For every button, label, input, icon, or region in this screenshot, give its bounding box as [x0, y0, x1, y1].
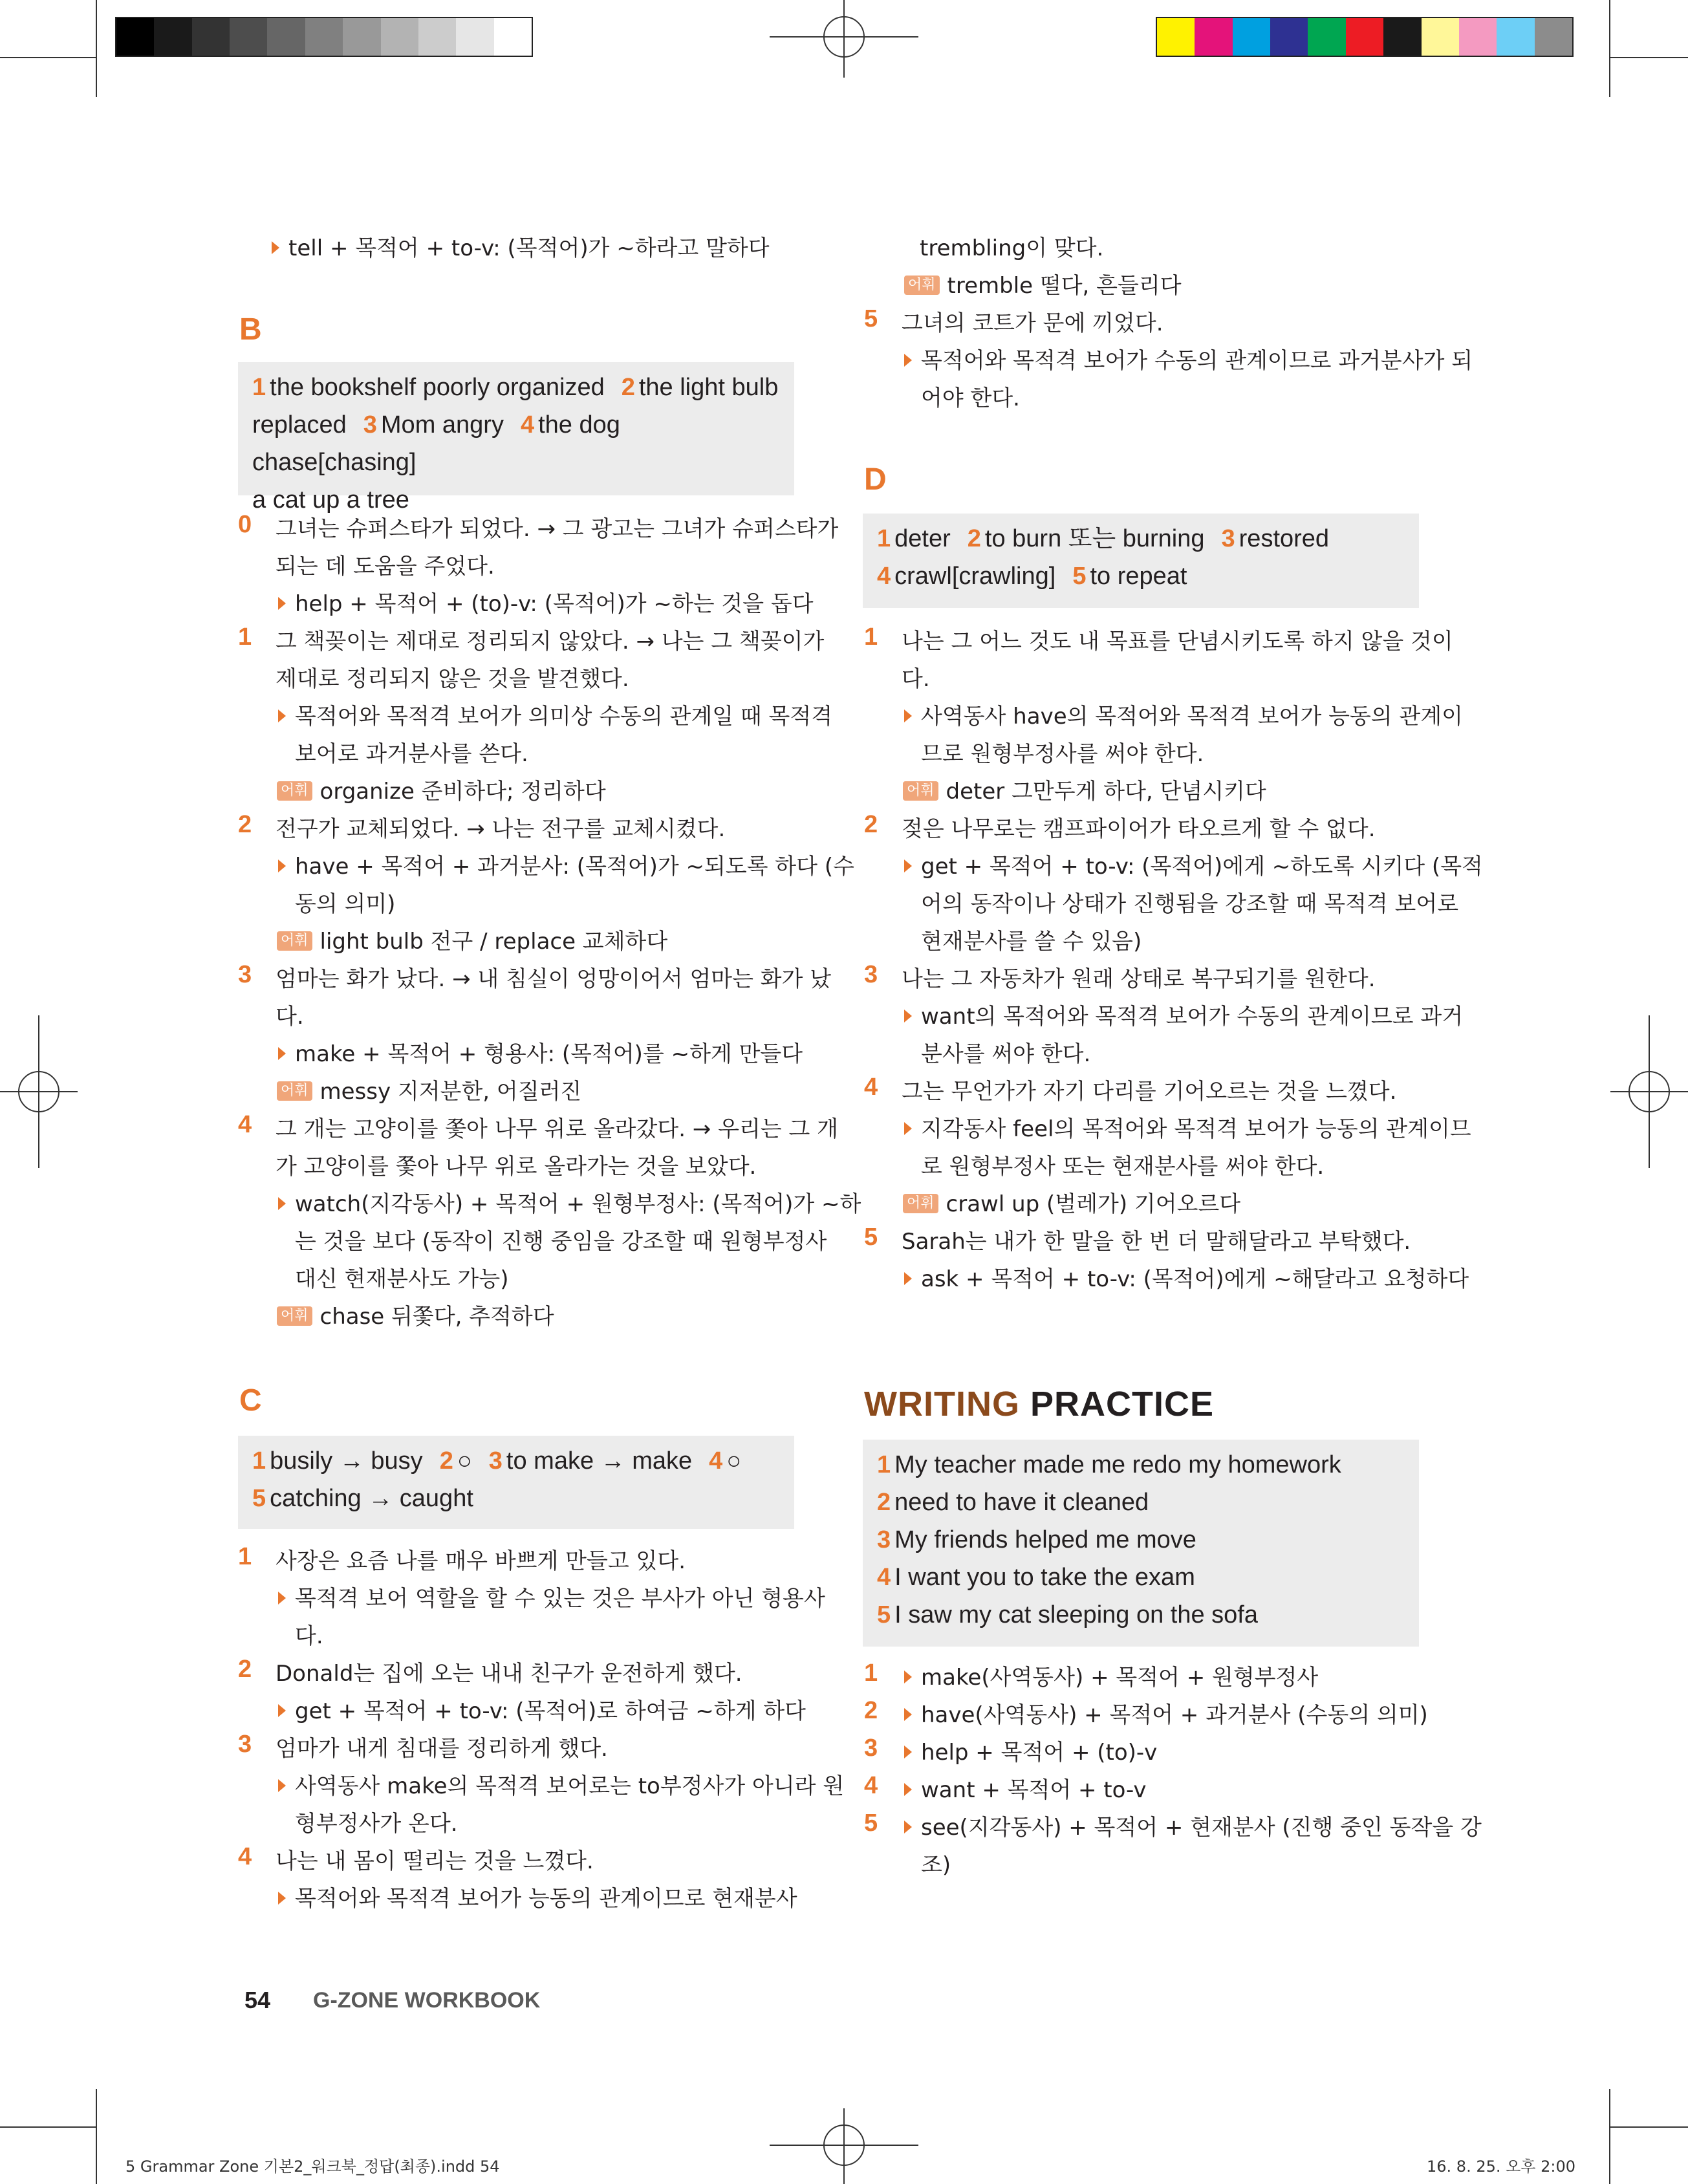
item-note-cont: 다. [295, 1623, 323, 1649]
item-note-cont: 보어로 과거분사를 쓴다. [295, 741, 528, 767]
item-text: 다. [276, 1004, 304, 1030]
note-text: 사역동사 have의 목적어와 목적격 보어가 능동의 관계이 [921, 704, 1463, 730]
answer-number: 5 [1072, 563, 1087, 590]
item-note [904, 1261, 1469, 1293]
item-number: 3 [238, 1731, 252, 1758]
answer-line [877, 1559, 1405, 1596]
item-note [904, 1660, 1318, 1691]
vocab-badge: 어휘 [903, 1194, 938, 1213]
right-item-5-note: 목적어와 목적격 보어가 수동의 관계이므로 과거분사가 되 [904, 343, 1473, 374]
note-arrow-icon [904, 1122, 912, 1135]
color-swatch [305, 18, 343, 56]
answer-text: crawl[crawling] [894, 563, 1056, 590]
note-arrow-icon [278, 860, 286, 872]
item-note [904, 1772, 1147, 1804]
answer-text: deter [894, 525, 951, 552]
note-text: have + 목적어 + 과거분사: (목적어)가 ~되도록 하다 (수 [295, 854, 854, 880]
crop-mark [96, 2089, 97, 2184]
file-slug: 5 Grammar Zone 기본2_워크북_정답(최종).indd 54 [125, 2157, 500, 2176]
answer-number: 4 [520, 411, 535, 438]
vocab-badge: 어휘 [277, 781, 312, 801]
item-text: 그는 무언가가 자기 다리를 기어오르는 것을 느꼈다. [902, 1079, 1397, 1105]
crop-mark [0, 57, 97, 58]
note-text: ask + 목적어 + to-v: (목적어)에게 ~해달라고 요청하다 [921, 1266, 1469, 1292]
item-number: 5 [864, 1224, 878, 1251]
item-note [904, 1810, 1482, 1841]
vocab-badge: 어휘 [277, 931, 312, 951]
note-arrow-icon [278, 1779, 286, 1792]
answer-text: the bookshelf poorly organized [270, 374, 605, 401]
answer-text: to repeat [1090, 563, 1187, 590]
note-arrow-icon [278, 1047, 286, 1060]
note-arrow-icon [904, 1010, 912, 1022]
writing-practice-answer-box [863, 1440, 1419, 1647]
item-note-cont: 형부정사가 온다. [295, 1811, 458, 1837]
answer-number: 5 [877, 1601, 891, 1628]
item-number: 4 [864, 1074, 878, 1101]
answer-number: 2 [967, 525, 981, 552]
item-text: 되는 데 도움을 주었다. [276, 554, 495, 579]
answer-text: catching → caught [270, 1485, 473, 1512]
color-swatch [1422, 18, 1459, 56]
answer-number: 2 [621, 374, 635, 401]
answer-number: 2 [439, 1447, 453, 1475]
item-note-cont: 현재분사를 쓸 수 있음) [921, 929, 1142, 955]
crop-mark [1609, 2126, 1688, 2128]
answer-text: restored [1239, 525, 1330, 552]
section-d-answer-box [863, 514, 1419, 608]
note-arrow-icon [904, 1272, 912, 1285]
crop-mark [96, 0, 97, 97]
item-note [278, 1186, 861, 1218]
color-swatch [267, 18, 305, 56]
item-note [904, 1111, 1471, 1143]
answer-text: My teacher made me redo my homework [894, 1451, 1341, 1478]
item-number: 1 [864, 623, 878, 651]
item-note [904, 849, 1483, 880]
crop-mark [1609, 57, 1688, 58]
answer-text: My friends helped me move [894, 1526, 1196, 1553]
vocab-text: deter 그만두게 하다, 단념시키다 [946, 779, 1266, 805]
item-text: 전구가 교체되었다. → 나는 전구를 교체시켰다. [276, 816, 726, 842]
note-arrow-icon [278, 597, 286, 610]
item-number: 3 [238, 961, 252, 988]
registration-line [770, 36, 918, 38]
answer-text: replaced [252, 411, 347, 438]
answer-text: to make → make [506, 1447, 693, 1475]
item-note [278, 1881, 797, 1912]
color-swatch [1308, 18, 1345, 56]
note-arrow-icon [904, 709, 912, 722]
vocab-text: light bulb 전구 / replace 교체하다 [319, 929, 668, 955]
vocab-line [277, 1074, 581, 1105]
item-note [904, 698, 1463, 730]
section-c-letter: C [239, 1383, 262, 1418]
color-swatch [154, 18, 191, 56]
note-text: help + 목적어 + (to)-v [921, 1740, 1158, 1766]
vocab-text: chase 뒤쫓다, 추적하다 [319, 1304, 554, 1330]
item-text: 나는 그 어느 것도 내 목표를 단념시키도록 하지 않을 것이 [902, 629, 1453, 654]
crop-mark [0, 2126, 97, 2128]
registration-line [0, 1091, 78, 1092]
gray-calibration-bar [115, 17, 533, 57]
right-item-5-text: 그녀의 코트가 문에 끼었다. [902, 310, 1163, 336]
item-text: 제대로 정리되지 않은 것을 발견했다. [276, 666, 629, 692]
note-text: want + 목적어 + to-v [921, 1777, 1147, 1803]
color-swatch [1459, 18, 1497, 56]
color-swatch [1346, 18, 1383, 56]
note-arrow-icon [278, 1704, 286, 1717]
item-number: 3 [864, 1735, 878, 1762]
answer-number: 3 [877, 1526, 891, 1553]
vocab-line [277, 924, 667, 955]
note-arrow-icon [904, 1670, 912, 1683]
item-note [278, 849, 854, 880]
answer-line [252, 1442, 780, 1480]
item-text: Sarah는 내가 한 말을 한 번 더 말해달라고 부탁했다. [902, 1229, 1411, 1255]
item-number: 4 [238, 1843, 252, 1870]
answer-number: 1 [252, 1447, 266, 1475]
note-arrow-icon [278, 709, 286, 722]
item-number: 4 [864, 1772, 878, 1799]
item-note [278, 1693, 806, 1725]
item-number: 1 [238, 1543, 252, 1570]
vocab-badge: 어휘 [903, 781, 938, 801]
answer-text: ○ [726, 1447, 742, 1475]
item-note [904, 1697, 1428, 1729]
left-top-note: tell + 목적어 + to-v: (목적어)가 ~하라고 말하다 [272, 230, 770, 262]
item-number: 2 [864, 811, 878, 838]
note-text: make(사역동사) + 목적어 + 원형부정사 [921, 1665, 1319, 1691]
item-text: 엄마는 화가 났다. → 내 침실이 엉망이어서 엄마는 화가 났 [276, 966, 832, 992]
answer-text: Mom angry [380, 411, 504, 438]
answer-line [877, 1484, 1405, 1521]
color-swatch [1383, 18, 1421, 56]
answer-line [252, 369, 780, 406]
note-text: get + 목적어 + to-v: (목적어)로 하여금 ~하게 하다 [295, 1698, 806, 1724]
right-item-5-number: 5 [864, 305, 878, 332]
note-text: make + 목적어 + 형용사: (목적어)를 ~하게 만들다 [295, 1041, 803, 1067]
color-swatch [1497, 18, 1534, 56]
crop-mark [1609, 2089, 1610, 2184]
color-swatch [230, 18, 267, 56]
note-text: 목적어와 목적격 보어가 의미상 수동의 관계일 때 목적격 [295, 704, 833, 730]
section-b-letter: B [239, 312, 262, 347]
answer-number: 3 [1221, 525, 1235, 552]
note-text: see(지각동사) + 목적어 + 현재분사 (진행 중인 동작을 강 [921, 1815, 1482, 1841]
answer-text: the dog chase[chasing] [252, 411, 620, 476]
item-text: Donald는 집에 오는 내내 친구가 운전하게 했다. [276, 1661, 742, 1687]
item-number: 4 [238, 1111, 252, 1138]
answer-number: 5 [252, 1485, 266, 1512]
registration-line [1610, 1091, 1688, 1092]
vocab-line [277, 1299, 554, 1330]
note-text: get + 목적어 + to-v: (목적어)에게 ~하도록 시키다 (목적 [921, 854, 1483, 880]
item-text: 그 책꽂이는 제대로 정리되지 않았다. → 나는 그 책꽂이가 [276, 629, 825, 654]
page-number: 54 [244, 1987, 271, 2013]
item-note [278, 1581, 825, 1612]
answer-text: a cat up a tree [252, 486, 409, 514]
item-note-cont: 대신 현재분사도 가능) [295, 1266, 509, 1292]
registration-line [770, 2145, 918, 2146]
answer-line [877, 520, 1405, 557]
answer-text: I want you to take the exam [894, 1564, 1195, 1591]
color-swatch [343, 18, 380, 56]
note-text: have(사역동사) + 목적어 + 과거분사 (수동의 의미) [921, 1702, 1428, 1728]
answer-line [877, 557, 1405, 595]
item-note-cont: 로 원형부정사 또는 현재분사를 써야 한다. [921, 1154, 1325, 1180]
item-note [278, 1768, 844, 1800]
item-number: 0 [238, 511, 252, 538]
answer-number: 4 [709, 1447, 723, 1475]
section-c-answer-box [238, 1436, 794, 1529]
answer-text: the light bulb [638, 374, 779, 401]
answer-line [877, 1596, 1405, 1634]
answer-line [877, 1446, 1405, 1484]
note-arrow-icon [278, 1592, 286, 1605]
answer-number: 1 [252, 374, 266, 401]
answer-text: ○ [457, 1447, 472, 1475]
item-text: 엄마가 내게 침대를 정리하게 했다. [276, 1736, 608, 1762]
note-arrow-icon [278, 1197, 286, 1210]
item-text: 다. [902, 666, 930, 692]
answer-number: 4 [877, 1564, 891, 1591]
answer-text: to burn 또는 burning [984, 525, 1205, 552]
note-arrow-icon [278, 1892, 286, 1905]
section-d-letter: D [864, 462, 887, 497]
item-note-cont: 동의 의미) [295, 891, 396, 917]
section-b-answer-box [238, 362, 794, 514]
color-swatch [456, 18, 493, 56]
answer-number: 2 [877, 1489, 891, 1516]
writing-practice-title: WRITING PRACTICE [864, 1385, 1214, 1423]
item-note [278, 586, 814, 618]
item-text: 그 개는 고양이를 쫓아 나무 위로 올라갔다. → 우리는 그 개 [276, 1116, 838, 1142]
vocab-text: crawl up (벌레가) 기어오르다 [946, 1191, 1241, 1217]
item-text: 가 고양이를 쫓아 나무 위로 올라가는 것을 보았다. [276, 1154, 757, 1180]
answer-number: 3 [488, 1447, 503, 1475]
item-note [904, 999, 1463, 1030]
item-note-cont: 분사를 써야 한다. [921, 1041, 1091, 1067]
vocab-badge: 어휘 [277, 1306, 312, 1326]
note-text: 목적어와 목적격 보어가 능동의 관계이므로 현재분사 [295, 1886, 797, 1912]
item-note [278, 1036, 803, 1068]
answer-text: busily → busy [270, 1447, 423, 1475]
color-swatch [381, 18, 418, 56]
note-arrow-icon [904, 1821, 912, 1833]
color-swatch [1535, 18, 1572, 56]
item-note [278, 698, 832, 730]
answer-text: I saw my cat sleeping on the sofa [894, 1601, 1258, 1628]
note-arrow-icon [904, 1746, 912, 1758]
item-number: 5 [864, 1810, 878, 1837]
vocab-line [277, 773, 606, 805]
color-calibration-bar [1156, 17, 1574, 57]
item-note-cont: 어의 동작이나 상태가 진행됨을 강조할 때 목적격 보어로 [921, 891, 1459, 917]
note-text: 사역동사 make의 목적격 보어로는 to부정사가 아니라 원 [295, 1773, 845, 1799]
note-text: watch(지각동사) + 목적어 + 원형부정사: (목적어)가 ~하 [295, 1191, 861, 1217]
date-slug: 16. 8. 25. 오후 2:00 [1427, 2157, 1576, 2176]
color-swatch [418, 18, 456, 56]
item-text: 나는 그 자동차가 원래 상태로 복구되기를 원한다. [902, 966, 1376, 992]
color-swatch [1233, 18, 1270, 56]
book-label: G-ZONE WORKBOOK [313, 1988, 541, 2013]
answer-line [252, 1480, 780, 1517]
item-number: 2 [238, 1656, 252, 1683]
answer-number: 1 [877, 1451, 891, 1478]
note-text: 목적격 보어 역할을 할 수 있는 것은 부사가 아닌 형용사 [295, 1586, 825, 1612]
answer-line [252, 406, 780, 481]
vocab-badge: 어휘 [277, 1081, 312, 1101]
right-top-line: trembling이 맞다. [920, 235, 1104, 261]
color-swatch [494, 18, 532, 56]
vocab-text: messy 지저분한, 어질러진 [319, 1079, 582, 1105]
answer-number: 4 [877, 563, 891, 590]
item-text: 사장은 요즘 나를 매우 바쁘게 만들고 있다. [276, 1548, 686, 1574]
item-text: 나는 내 몸이 떨리는 것을 느꼈다. [276, 1848, 594, 1874]
item-note [904, 1735, 1157, 1766]
item-number: 1 [238, 623, 252, 651]
vocab-text: organize 준비하다; 정리하다 [319, 779, 606, 805]
note-arrow-icon [904, 860, 912, 872]
answer-line [877, 1521, 1405, 1559]
registration-line [843, 0, 845, 78]
item-number: 3 [864, 961, 878, 988]
right-top-vocab: 어휘 tremble 떨다, 흔들리다 [904, 268, 1182, 299]
answer-number: 1 [877, 525, 891, 552]
color-swatch [1157, 18, 1195, 56]
note-text: help + 목적어 + (to)-v: (목적어)가 ~하는 것을 돕다 [295, 591, 814, 617]
vocab-line [903, 1186, 1240, 1218]
right-item-5-note-cont: 어야 한다. [921, 385, 1020, 411]
note-text: 지각동사 feel의 목적어와 목적격 보어가 능동의 관계이므 [921, 1116, 1471, 1142]
item-number: 2 [238, 811, 252, 838]
color-swatch [192, 18, 230, 56]
item-note-cont: 는 것을 보다 (동작이 진행 중임을 강조할 때 원형부정사 [295, 1229, 827, 1255]
registration-line [843, 2108, 845, 2184]
note-arrow-icon [904, 1783, 912, 1796]
color-swatch [1195, 18, 1232, 56]
item-text: 그녀는 슈퍼스타가 되었다. → 그 광고는 그녀가 슈퍼스타가 [276, 516, 839, 542]
item-number: 1 [864, 1660, 878, 1687]
color-swatch [116, 18, 154, 56]
answer-text: need to have it cleaned [894, 1489, 1149, 1516]
note-text: want의 목적어와 목적격 보어가 수동의 관계이므로 과거 [921, 1004, 1464, 1030]
item-number: 2 [864, 1697, 878, 1724]
color-swatch [1270, 18, 1308, 56]
note-arrow-icon [904, 1708, 912, 1721]
item-note-cont: 조) [921, 1852, 951, 1878]
item-text: 젖은 나무로는 캠프파이어가 타오르게 할 수 없다. [902, 816, 1376, 842]
answer-number: 3 [363, 411, 377, 438]
crop-mark [1609, 0, 1610, 97]
item-note-cont: 므로 원형부정사를 써야 한다. [921, 741, 1204, 767]
vocab-line [903, 773, 1266, 805]
